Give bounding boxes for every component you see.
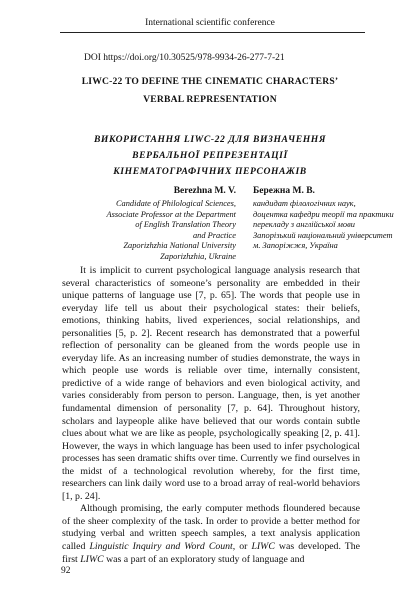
- author-affiliation-line: Запорізький національний університет: [253, 230, 393, 240]
- title-ukrainian-line: ВИКОРИСТАННЯ LIWC-22 ДЛЯ ВИЗНАЧЕННЯ: [93, 134, 327, 145]
- title-english-line: VERBAL REPRESENTATION: [143, 94, 277, 105]
- title-english-line: LIWC-22 TO DEFINE THE CINEMATIC CHARACTERS’: [81, 76, 339, 87]
- author-affiliation-line: Associate Professor at the Department: [106, 209, 236, 219]
- title-ukrainian: [0, 132, 420, 180]
- author-affiliation-line: кандидат філологічних наук,: [253, 199, 356, 208]
- author-affiliation-line: and Practice: [192, 230, 236, 240]
- body-text: [62, 265, 360, 566]
- author-affiliation-line: перекладу з англійської мови: [253, 220, 355, 229]
- text-run: was a part of an exploratory study of language and: [103, 553, 305, 565]
- text-run-italic: Linguistic Inquiry and Word Count: [89, 541, 233, 553]
- author-block-ukrainian: [253, 184, 420, 252]
- body-paragraph: It is implicit to current psychological language analysis research that several characteristics of someone’s personality are embedded in their unique patterns of language use [7, p. 65]. The words that people use in everyday life tell us about their psychological states: their beliefs, emotions, thinking habits, lived experiences, social relationships, and personalities [5, p. 2]. Recent research has demonstrated that a powerful reflection of personality can be gleaned from the words people use in everyday life. As an increasing number of studies demonstrate, the ways in which people use words is reliable over time, internally consistent, predictive of a wide range of behaviors and even biological activity, and varies considerably from person to person. Language, then, is yet another fundamental dimension of personality [7, p. 64]. Throughout history, scholars and laypeople alike have believed that our words contain subtle clues about what we are like as people, psychologically speaking [2, p. 41]. However, the ways in which language has been used to infer psychological processes has seen dramatic shifts over time. Currently we find ourselves in the midst of a technological revolution whereby, for the first time, researchers can link daily word use to a broad array of real-world behaviors [1, p. 24].: [62, 265, 360, 502]
- running-header: International scientific conference: [145, 18, 275, 28]
- author-affiliation-line: Candidate of Philological Sciences,: [115, 199, 236, 208]
- title-ukrainian-line: КІНЕМАТОГРАФІЧНИХ ПЕРСОНАЖІВ: [113, 166, 307, 177]
- author-block-english: [60, 184, 236, 262]
- title-ukrainian-line: ВЕРБАЛЬНОЇ РЕПРЕЗЕНТАЦІЇ: [132, 150, 288, 161]
- author-affiliation-line: Zaporizhzhia National University: [123, 241, 236, 250]
- text-run: was developed. The first: [62, 541, 360, 565]
- author-affiliation-line: Zaporizhzhia, Ukraine: [160, 251, 236, 261]
- header-rule: [60, 32, 365, 33]
- author-affiliation-line: of English Translation Theory: [135, 220, 236, 229]
- author-name-ukrainian: Бережна М. В.: [253, 186, 315, 196]
- title-english: [0, 73, 420, 109]
- text-run: Although promising, the early computer methods floundered because of the sheer complexity of the task. In order to provide a better method for studying verbal and written speech samples, a text analysis application called: [62, 503, 360, 553]
- author-affiliation-line: доцентка кафедри теорії та практики: [253, 209, 394, 219]
- body-paragraph: [62, 503, 360, 566]
- page-number: 92: [61, 566, 71, 576]
- author-affiliation-line: м. Запоріжжя, Україна: [253, 241, 338, 250]
- doi-line: DOI https://doi.org/10.30525/978-9934-26-277-7-21: [84, 53, 285, 63]
- text-run: , or: [232, 541, 252, 553]
- author-name-english: Berezhna M. V.: [173, 186, 236, 196]
- text-run-italic: LIWC: [251, 541, 275, 553]
- text-run-italic: LIWC: [80, 553, 104, 565]
